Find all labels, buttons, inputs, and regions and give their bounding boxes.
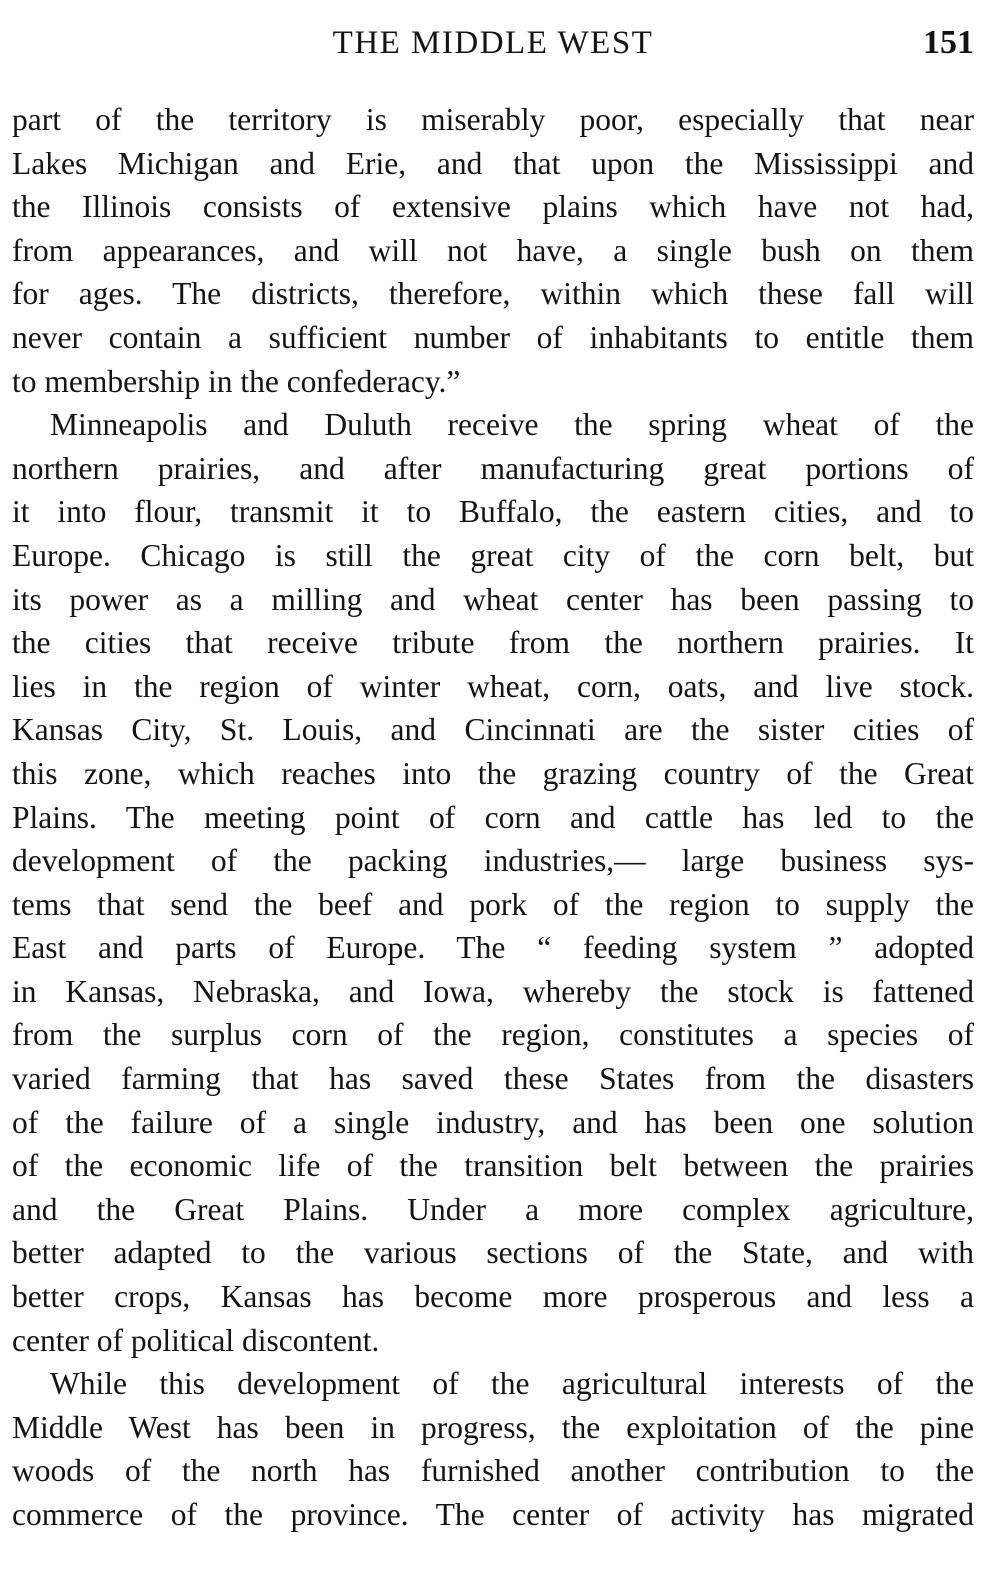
text-line: Lakes Michigan and Erie, and that upon the Mississippi and — [12, 145, 974, 181]
text-line: center of political discontent. — [12, 1322, 380, 1358]
text-line: its power as a milling and wheat center has been passing to — [12, 581, 974, 617]
text-line: While this development of the agricultural interests of the — [50, 1366, 974, 1402]
text-line: development of the packing industries,— large business sys- — [12, 843, 974, 879]
text-line: from appearances, and will not have, a single bush on them — [12, 232, 974, 268]
text-line: better crops, Kansas has become more prosperous and less a — [12, 1279, 974, 1315]
text-line: to membership in the confederacy.” — [12, 363, 461, 399]
text-line: this zone, which reaches into the grazing country of the Great — [12, 755, 974, 791]
text-line: Middle West has been in progress, the exploitation of the pine — [12, 1409, 974, 1445]
text-line: the Illinois consists of extensive plains which have not had, — [12, 189, 974, 225]
text-line: of the failure of a single industry, and has been one solution — [12, 1104, 974, 1140]
running-title: THE MIDDLE WEST — [332, 25, 654, 61]
text-line: tems that send the beef and pork of the region to supply the — [12, 886, 974, 922]
text-line: better adapted to the various sections of the State, and with — [12, 1235, 974, 1271]
text-line: the cities that receive tribute from the northern prairies. It — [12, 625, 974, 661]
text-line: from the surplus corn of the region, constitutes a species of — [12, 1017, 974, 1053]
paragraph-1 — [12, 98, 974, 403]
text-line: part of the territory is miserably poor, especially that near — [12, 102, 974, 137]
text-line: of the economic life of the transition belt between the prairies — [12, 1148, 974, 1184]
text-line: commerce of the province. The center of activity has migrated — [12, 1497, 974, 1532]
text-line: northern prairies, and after manufacturing great portions of — [12, 450, 974, 486]
text-line: and the Great Plains. Under a more complex agriculture, — [12, 1191, 974, 1227]
text-line: Minneapolis and Duluth receive the spring wheat of the — [50, 407, 974, 443]
text-line: varied farming that has saved these States from the disasters — [12, 1061, 974, 1097]
text-line: Plains. The meeting point of corn and cattle has led to the — [12, 799, 974, 835]
text-line: woods of the north has furnished another contribution to the — [12, 1453, 974, 1489]
text-line: East and parts of Europe. The “ feeding system ” adopted — [12, 930, 974, 966]
page-number: 151 — [923, 24, 974, 61]
paragraph-3 — [12, 1362, 974, 1536]
text-line: it into flour, transmit it to Buffalo, the eastern cities, and to — [12, 494, 974, 530]
text-line: in Kansas, Nebraska, and Iowa, whereby the stock is fattened — [12, 973, 974, 1009]
text-line: for ages. The districts, therefore, within which these fall will — [12, 276, 974, 312]
paragraph-2 — [12, 403, 974, 1362]
text-line: Europe. Chicago is still the great city of the corn belt, but — [12, 537, 974, 573]
text-line: Kansas City, St. Louis, and Cincinnati are the sister cities of — [12, 712, 974, 748]
running-head — [12, 18, 974, 68]
text-line: never contain a sufficient number of inhabitants to entitle them — [12, 319, 974, 355]
body-text — [12, 98, 974, 1537]
text-line: lies in the region of winter wheat, corn, oats, and live stock. — [12, 668, 974, 704]
